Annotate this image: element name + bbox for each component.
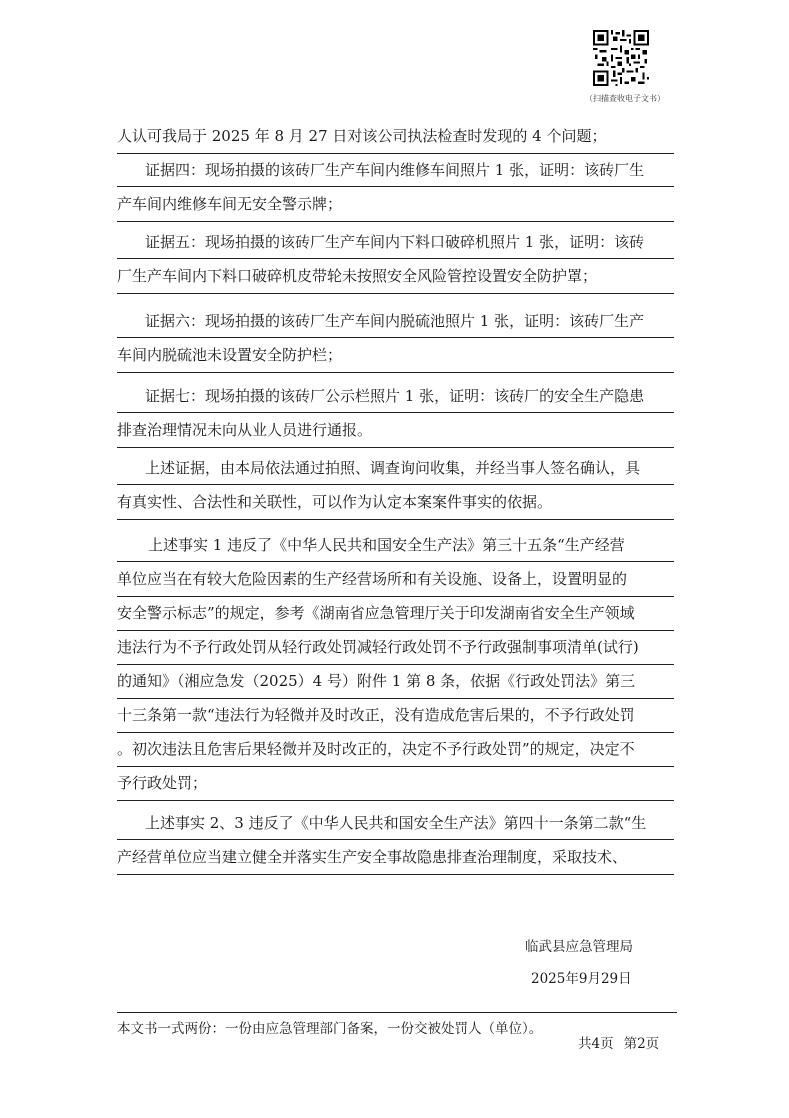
text-line: 上述事实 1 违反了《中华人民共和国安全生产法》第三十五条“生产经营 [117, 529, 674, 562]
text-line: 产车间内维修车间无安全警示牌； [117, 188, 674, 222]
text-line: 人认可我局于 2025 年 8 月 27 日对该公司执法检查时发现的 4 个问题； [117, 120, 674, 154]
text-line: 厂生产车间内下料口破碎机皮带轮未按照安全风险管控设置安全防护罩； [117, 260, 674, 294]
page-indicator [578, 1032, 659, 1052]
text-line: 。初次违法且危害后果轻微并及时改正的，决定不予行政处罚”的规定，决定不 [117, 733, 674, 767]
text-line: 上述事实 2、3 违反了《中华人民共和国安全生产法》第四十一条第二款“生 [117, 807, 674, 840]
text-line: 产经营单位应当建立健全并落实生产安全事故隐患排查治理制度，采取技术、 [117, 841, 674, 875]
total-pages: 共4页 [578, 1036, 614, 1052]
qr-caption: （扫描查收电子文书） [585, 94, 665, 103]
text-line: 单位应当在有较大危险因素的生产经营场所和有关设施、设备上，设置明显的 [117, 563, 674, 597]
text-line: 证据五：现场拍摄的该砖厂生产车间内下料口破碎机照片 1 张，证明：该砖 [117, 226, 674, 259]
text-line: 违法行为不予行政处罚从轻行政处罚减轻行政处罚不予行政强制事项清单(试行) [117, 631, 674, 665]
text-line: 证据七：现场拍摄的该砖厂公示栏照片 1 张，证明：该砖厂的安全生产隐患 [117, 380, 674, 413]
text-line: 予行政处罚； [117, 767, 674, 801]
text-line: 证据四：现场拍摄的该砖厂生产车间内维修车间照片 1 张，证明：该砖厂生 [117, 154, 674, 187]
qr-code-icon [593, 30, 649, 86]
issue-date: 2025年9月29日 [531, 971, 632, 987]
text-line: 有真实性、合法性和关联性，可以作为认定本案案件事实的依据。 [117, 486, 674, 520]
text-line: 证据六：现场拍摄的该砖厂生产车间内脱硫池照片 1 张，证明：该砖厂生产 [117, 305, 674, 338]
issuing-authority: 临武县应急管理局 [525, 939, 633, 955]
text-line: 的通知》（湘应急发（2025）4 号）附件 1 第 8 条，依据《行政处罚法》第三 [117, 665, 674, 699]
current-page: 第2页 [623, 1036, 660, 1052]
text-line: 排查治理情况未向从业人员进行通报。 [117, 414, 674, 448]
text-line: 上述证据，由本局依法通过拍照、调查询问收集，并经当事人签名确认，具 [117, 452, 674, 485]
text-line: 十三条第一款“违法行为轻微并及时改正，没有造成危害后果的，不予行政处罚 [117, 699, 674, 733]
text-line: 安全警示标志”的规定，参考《湖南省应急管理厅关于印发湖南省安全生产领域 [117, 597, 674, 631]
copies-note: 本文书一式两份：一份由应急管理部门备案，一份交被处罚人（单位）。 [117, 1012, 677, 1037]
text-line: 车间内脱硫池未设置安全防护栏； [117, 339, 674, 373]
